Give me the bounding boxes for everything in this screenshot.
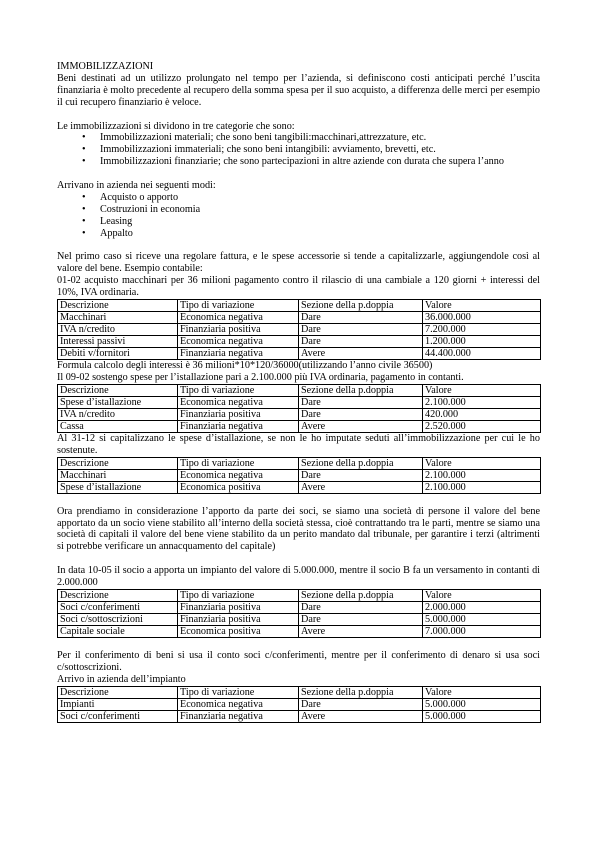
table-cell: 7.200.000 (423, 324, 541, 336)
table-cell: Economica positiva (178, 481, 299, 493)
table-row (58, 481, 541, 493)
table-row (58, 710, 541, 722)
table-row (58, 408, 541, 420)
header-cell: Valore (423, 457, 541, 469)
table-cell: Finanziaria positiva (178, 324, 299, 336)
table-row (58, 625, 541, 637)
conferimento-paragraph: Per il conferimento di beni si usa il conto soci c/conferimenti, mentre per il conferimento di denaro si usa soci c/sottoscrizioni. (57, 649, 540, 673)
header-cell: Descrizione (58, 589, 178, 601)
list-item: • Immobilizzazioni finanziarie; che sono partecipazioni in altre aziende con durata che supera l’anno (100, 156, 540, 168)
entry-table-2 (57, 384, 541, 433)
table-cell: Dare (299, 613, 423, 625)
formula-paragraph: Formula calcolo degli interessi è 36 milioni*10*120/36000(utilizzando l’anno civile 36500) (57, 360, 433, 372)
document-title: IMMOBILIZZAZIONI (57, 61, 154, 72)
table-cell: Economica negativa (178, 336, 299, 348)
table-cell: Avere (299, 625, 423, 637)
table-cell: Economica positiva (178, 625, 299, 637)
table-header-row (58, 457, 541, 469)
table-cell: Soci c/conferimenti (58, 710, 178, 722)
list-item: • Leasing (100, 216, 540, 228)
table-row (58, 469, 541, 481)
table-row (58, 336, 541, 348)
header-cell: Valore (423, 589, 541, 601)
table-header-row (58, 384, 541, 396)
table-cell: Dare (299, 601, 423, 613)
list-item: • Acquisto o apporto (100, 192, 540, 204)
table-cell: Avere (299, 481, 423, 493)
header-cell: Sezione della p.doppia (299, 686, 423, 698)
table-row (58, 420, 541, 432)
installation-paragraph: Il 09-02 sostengo spese per l’istallazione pari a 2.100.000 più IVA ordinaria, pagamento in contanti. (57, 371, 464, 383)
table-cell: 2.100.000 (423, 469, 541, 481)
table-row (58, 312, 541, 324)
table-cell: Interessi passivi (58, 336, 178, 348)
header-cell: Tipo di variazione (178, 589, 299, 601)
table-cell: 420.000 (423, 408, 541, 420)
header-cell: Sezione della p.doppia (299, 457, 423, 469)
header-cell: Tipo di variazione (178, 686, 299, 698)
entry-table-5 (57, 686, 541, 723)
first-case-paragraph: Nel primo caso si riceve una regolare fattura, e le spese accessorie si tende a capitalizzarle, aggiungendole così al valore del bene. Esempio contabile: (57, 251, 540, 275)
table-cell: Economica negativa (178, 396, 299, 408)
table-cell: 2.520.000 (423, 420, 541, 432)
entry-table-1 (57, 299, 541, 360)
list-item: • Costruzioni in economia (100, 204, 540, 216)
table-cell: Finanziaria negativa (178, 420, 299, 432)
table-row (58, 348, 541, 360)
header-cell: Descrizione (58, 457, 178, 469)
table-header-row (58, 686, 541, 698)
table-header-row (58, 300, 541, 312)
table-row (58, 601, 541, 613)
table-cell: Avere (299, 348, 423, 360)
table-cell: Economica negativa (178, 698, 299, 710)
intro-paragraph: Beni destinati ad un utilizzo prolungato nel tempo per l’azienda, si definiscono costi anticipati perché l’uscita finanziaria è molto precedente al recupero della somma spesa per il suo acquisto, a differenza delle merci per esempio il cui recupero finanziario è veloce. (57, 72, 540, 108)
table-cell: Soci c/conferimenti (58, 601, 178, 613)
modes-intro: Arrivano in azienda nei seguenti modi: (57, 180, 216, 192)
modes-list (57, 192, 540, 240)
table-cell: Finanziaria positiva (178, 408, 299, 420)
table-cell: Dare (299, 336, 423, 348)
table-cell: Avere (299, 420, 423, 432)
header-cell: Valore (423, 686, 541, 698)
table-cell: 2.100.000 (423, 396, 541, 408)
table-row (58, 396, 541, 408)
table-cell: Finanziaria negativa (178, 710, 299, 722)
table-row (58, 698, 541, 710)
table-cell: Spese d’istallazione (58, 481, 178, 493)
table-cell: 5.000.000 (423, 613, 541, 625)
table-cell: 44.400.000 (423, 348, 541, 360)
header-cell: Descrizione (58, 384, 178, 396)
table-cell: Dare (299, 469, 423, 481)
table-header-row (58, 589, 541, 601)
table-cell: Debiti v/fornitori (58, 348, 178, 360)
table-cell: Spese d’istallazione (58, 396, 178, 408)
table-cell: Dare (299, 312, 423, 324)
table-cell: Impianti (58, 698, 178, 710)
table-cell: 36.000.000 (423, 312, 541, 324)
header-cell: Valore (423, 384, 541, 396)
table-cell: Dare (299, 408, 423, 420)
categories-list (57, 132, 540, 168)
table-cell: Avere (299, 710, 423, 722)
table-cell: IVA n/credito (58, 408, 178, 420)
table-cell: Economica negativa (178, 312, 299, 324)
header-cell: Sezione della p.doppia (299, 589, 423, 601)
member-contribution-paragraph: In data 10-05 il socio a apporta un impianto del valore di 5.000.000, mentre il socio B fa un versamento in contanti di 2.000.000 (57, 565, 540, 589)
header-cell: Descrizione (58, 686, 178, 698)
table-cell: Dare (299, 396, 423, 408)
table-cell: Finanziaria positiva (178, 601, 299, 613)
header-cell: Descrizione (58, 300, 178, 312)
table-cell: 2.100.000 (423, 481, 541, 493)
table-cell: 5.000.000 (423, 698, 541, 710)
list-item: • Immobilizzazioni materiali; che sono beni tangibili:macchinari,attrezzature, etc. (100, 132, 540, 144)
table-cell: Dare (299, 324, 423, 336)
entry-table-3 (57, 457, 541, 494)
table-cell: Finanziaria positiva (178, 613, 299, 625)
table-cell: Cassa (58, 420, 178, 432)
header-cell: Tipo di variazione (178, 300, 299, 312)
table-cell: Soci c/sottoscrizioni (58, 613, 178, 625)
document-page (57, 61, 540, 723)
table-cell: Capitale sociale (58, 625, 178, 637)
table-cell: Macchinari (58, 312, 178, 324)
table-cell: 1.200.000 (423, 336, 541, 348)
purchase-paragraph: 01-02 acquisto macchinari per 36 milioni pagamento contro il rilascio di una cambiale a 120 giorni + interessi del 10%, IVA ordinaria. (57, 275, 540, 299)
table-cell: 5.000.000 (423, 710, 541, 722)
table-row (58, 613, 541, 625)
table-cell: 7.000.000 (423, 625, 541, 637)
header-cell: Sezione della p.doppia (299, 300, 423, 312)
table-cell: Macchinari (58, 469, 178, 481)
header-cell: Tipo di variazione (178, 384, 299, 396)
arrival-paragraph: Arrivo in azienda dell’impianto (57, 673, 186, 685)
table-cell: Dare (299, 698, 423, 710)
categories-intro: Le immobilizzazioni si dividono in tre categorie che sono: (57, 120, 295, 132)
entry-table-4 (57, 589, 541, 638)
table-cell: Finanziaria negativa (178, 348, 299, 360)
table-row (58, 324, 541, 336)
header-cell: Sezione della p.doppia (299, 384, 423, 396)
contribution-paragraph: Ora prendiamo in considerazione l’apporto da parte dei soci, se siamo una società di persone il valore del bene apportato da un socio viene stabilito all’interno della società stessa, cioè contrattando tra le parti, mentre se siamo una società di capitali il valore del bene viene stabilito da un perito mandato dal tribunale, per garantire i terzi (altrimenti si potrebbe verificare un annacquamento del capitale) (57, 505, 540, 553)
header-cell: Tipo di variazione (178, 457, 299, 469)
list-item: • Immobilizzazioni immateriali; che sono beni intangibili: avviamento, brevetti, etc. (100, 144, 540, 156)
table-cell: 2.000.000 (423, 601, 541, 613)
capitalization-paragraph: Al 31-12 si capitalizzano le spese d’istallazione, se non le ho imputate seduti all’immobilizzazione per cui le ho sostenute. (57, 432, 540, 456)
table-cell: Economica negativa (178, 469, 299, 481)
list-item: • Appalto (100, 228, 540, 240)
table-cell: IVA n/credito (58, 324, 178, 336)
header-cell: Valore (423, 300, 541, 312)
